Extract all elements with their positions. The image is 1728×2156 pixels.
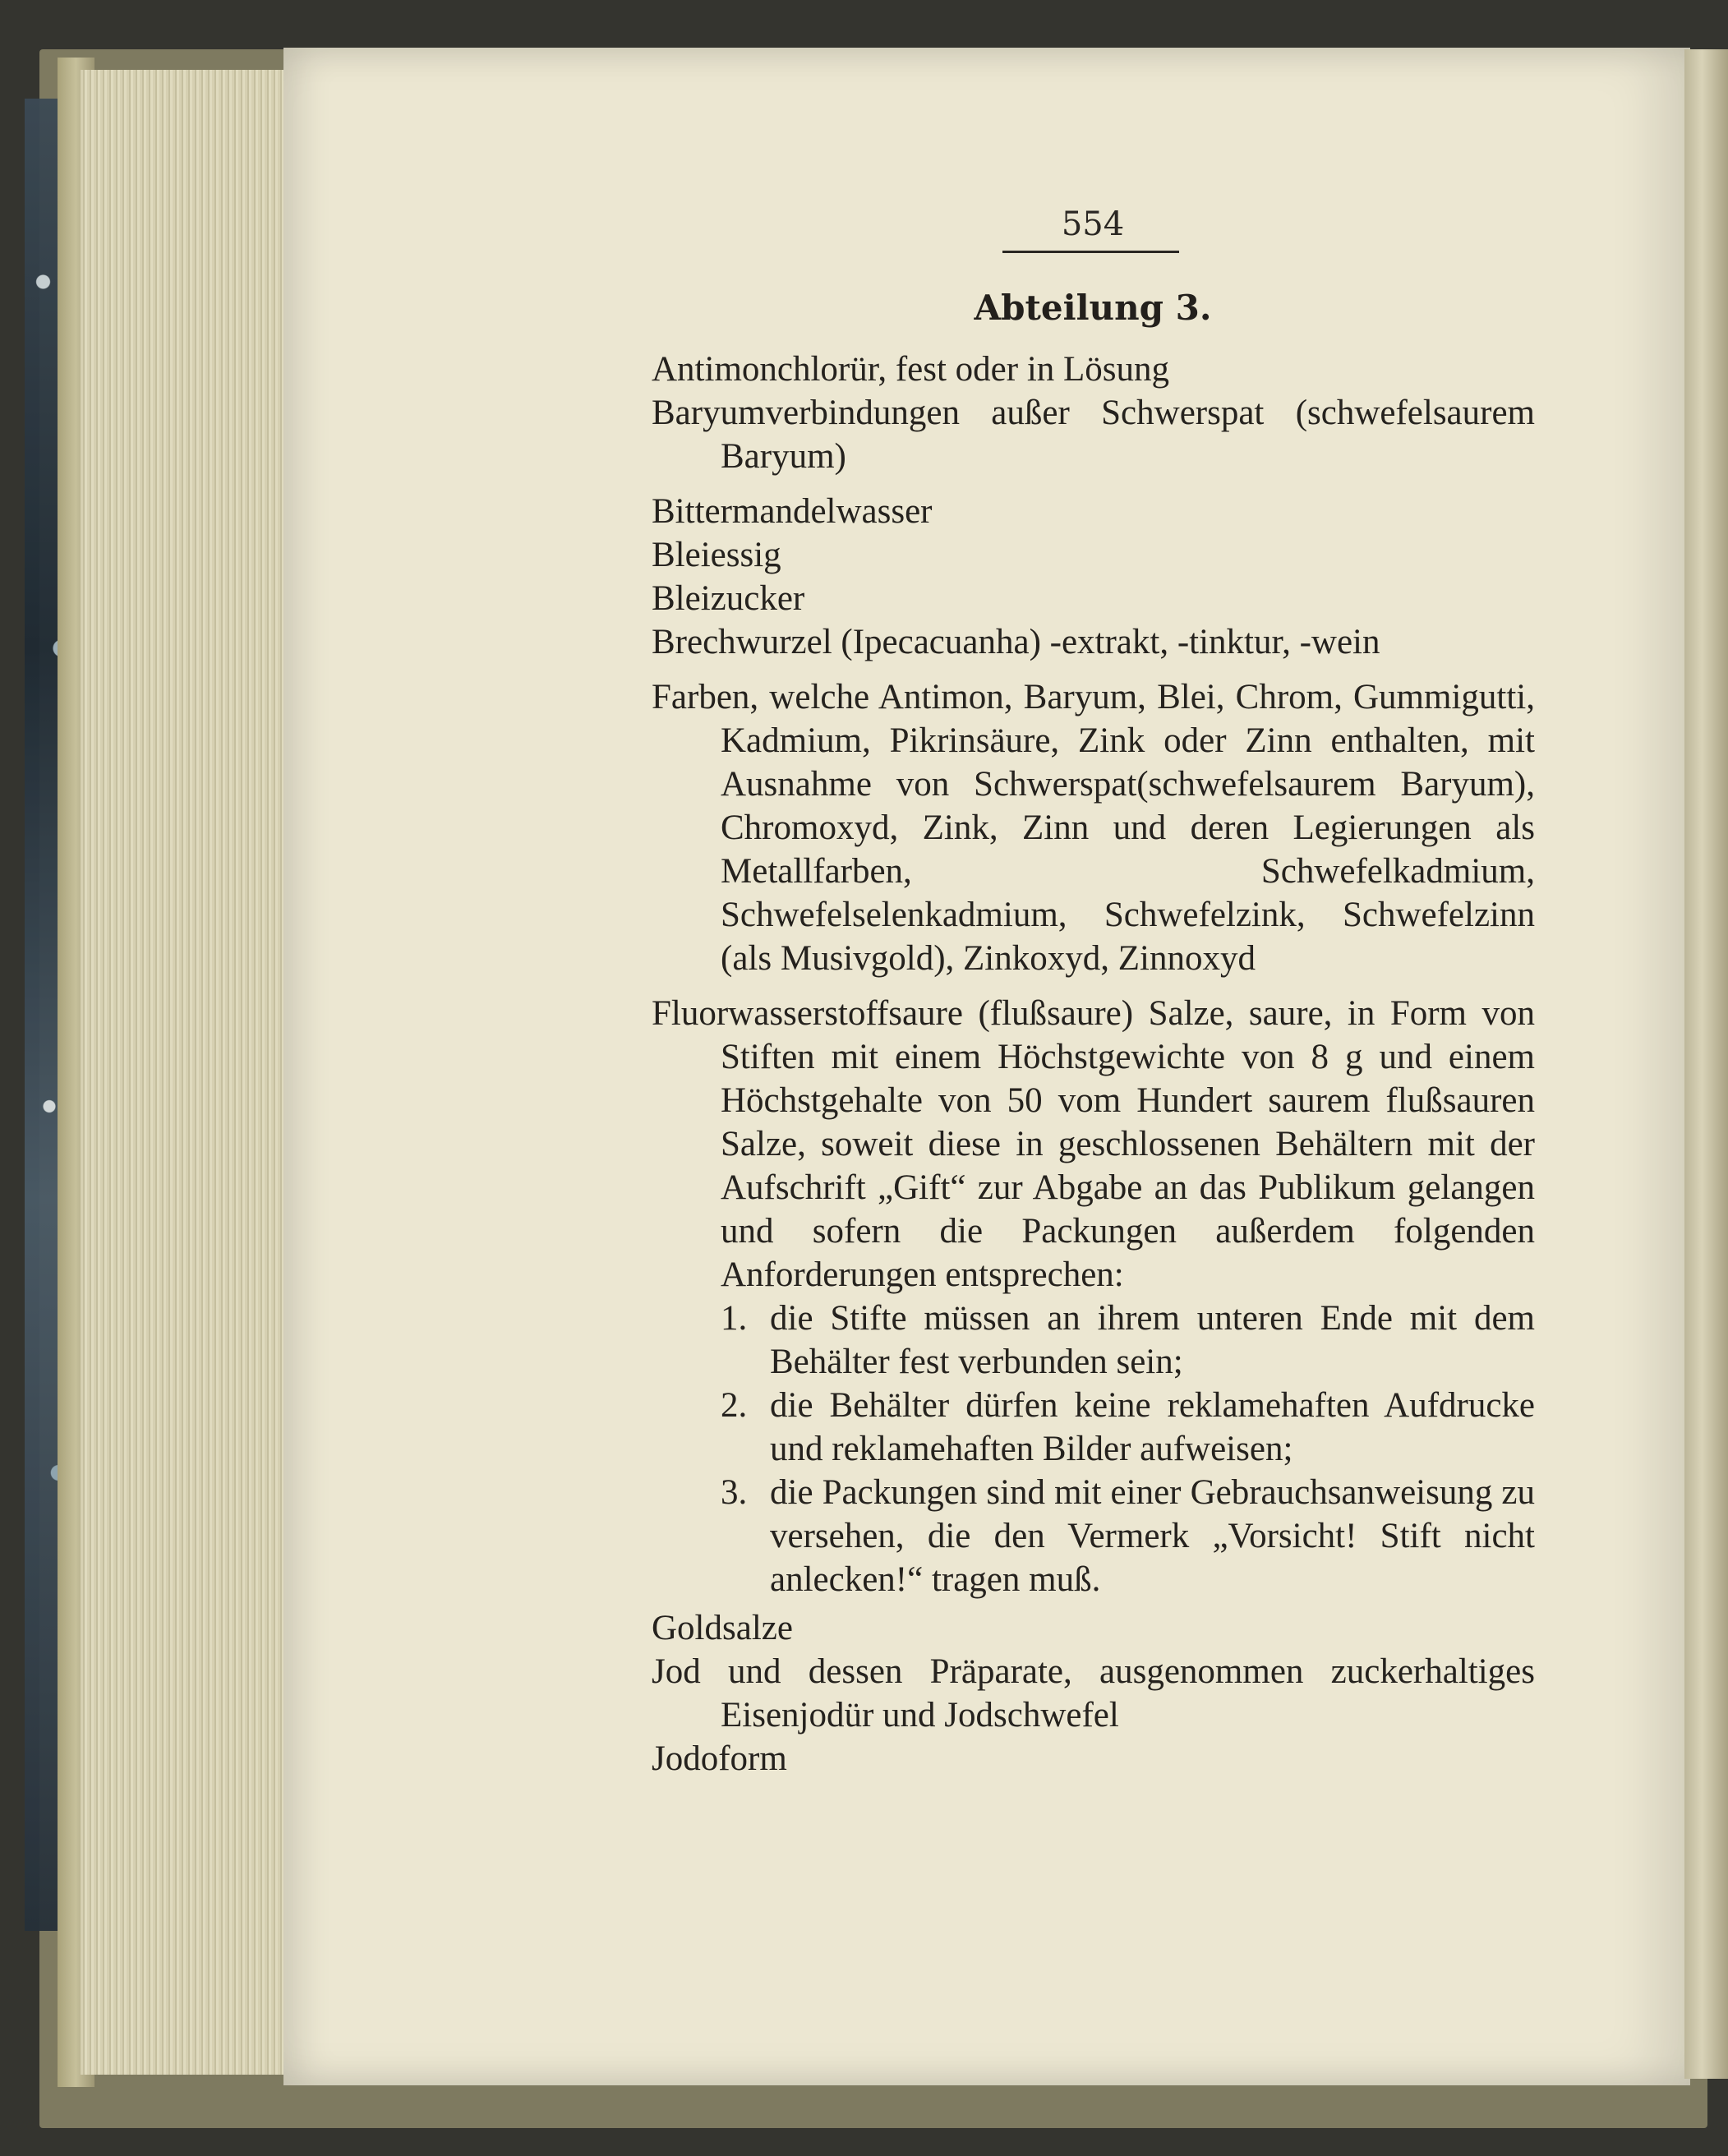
entry-jodoform: Jodoform: [652, 1739, 787, 1778]
entry-antimonchloruer: Antimonchlorür, fest oder in Lösung: [652, 350, 1170, 389]
page-number: 554: [1061, 205, 1125, 243]
entry-fluorwasserstoff: Fluorwasserstoffsaure (flußsaure) Salze, saure, in Form von Stiften mit einem Höchstgewichte von 8 g und einem Höchstgehalte von 50 vom Hundert saurem flußsauren Salze, soweit diese in geschlossenen Behältern mit der Aufschrift „Gift“ zur Abgabe an das Publikum gelangen und sofern die Packungen außerdem folgenden Anforderungen entsprechen:: [652, 994, 1535, 1294]
entry-baryumverbindungen: Baryumverbindungen außer Schwerspat (schwefelsaurem Baryum): [652, 394, 1535, 476]
entry-bleiessig: Bleiessig: [652, 536, 781, 574]
entry-goldsalze: Goldsalze: [652, 1609, 793, 1647]
list-text: die Packungen sind mit einer Gebrauchsanweisung zu versehen, die den Vermerk „Vorsicht! Stift nicht anlecken!“ tragen muß.: [770, 1473, 1535, 1599]
entry-jod: Jod und dessen Präparate, ausgenommen zuckerhaltiges Eisenjodür und Jodschwefel: [652, 1652, 1535, 1734]
list-text: die Behälter dürfen keine reklamehaften Aufdrucke und reklamehaften Bilder aufweisen;: [770, 1386, 1535, 1468]
section-heading: Abteilung 3.: [974, 288, 1212, 328]
entry-bleizucker: Bleizucker: [652, 579, 805, 618]
list-number: 1.: [721, 1299, 748, 1338]
conditions-list: [652, 1297, 1535, 1601]
entry-farben: Farben, welche Antimon, Baryum, Blei, Chrom, Gummigutti, Kadmium, Pikrinsäure, Zink oder Zinn enthalten, mit Ausnahme von Schwerspat(schwefelsaurem Baryum), Chromoxyd, Zink, Zinn und deren Legierungen als Metallfarben, Schwefelkadmium, Schwefelselenkadmium, Schwefelzink, Schwefelzinn (als Musivgold), Zinkoxyd, Zinnoxyd: [652, 678, 1535, 978]
list-item: [652, 1384, 1535, 1471]
header-rule: [1002, 251, 1179, 253]
page-edges: [81, 70, 294, 2075]
list-item: [652, 1297, 1535, 1384]
page-gutter: [1684, 49, 1728, 2079]
list-text: die Stifte müssen an ihrem unteren Ende mit dem Behälter fest verbunden sein;: [770, 1299, 1535, 1381]
entry-bittermandelwasser: Bittermandelwasser: [652, 492, 933, 531]
list-item: [652, 1471, 1535, 1601]
entry-brechwurzel: Brechwurzel (Ipecacuanha) -extrakt, -tinktur, -wein: [652, 623, 1380, 661]
list-number: 3.: [721, 1473, 748, 1512]
body-text: [652, 348, 1535, 1781]
list-number: 2.: [721, 1386, 748, 1425]
